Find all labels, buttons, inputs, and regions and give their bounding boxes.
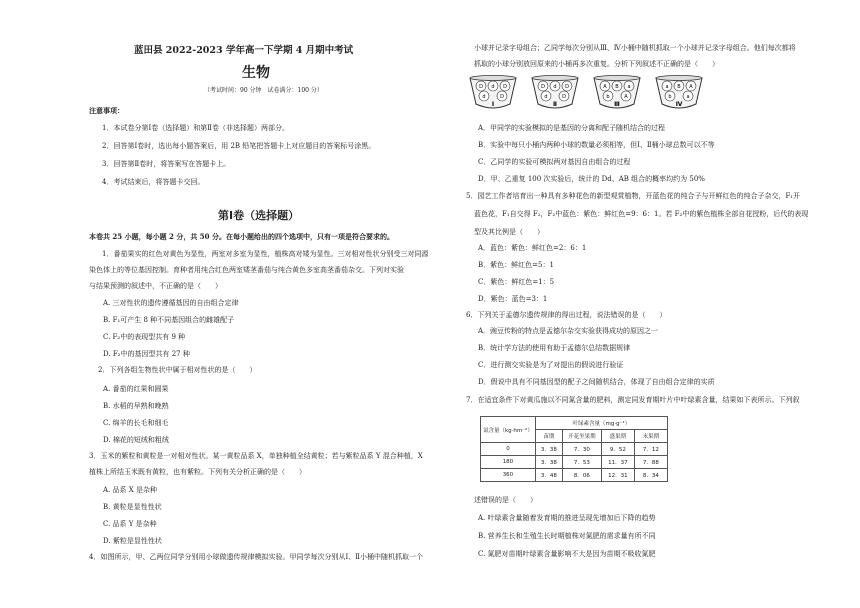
table-cell: 7．53	[562, 456, 601, 469]
q2-option: A. 番茄的红果和圆果	[103, 385, 169, 393]
table-cell: 7．88	[634, 456, 667, 469]
q2-option: B. 水稻的早熟和晚熟	[103, 402, 169, 410]
q2-stem: 2．下列各组生物性状中属于相对性状的是（ ）	[98, 366, 257, 374]
note-item: 1．本试卷分第Ⅰ卷（选择题）和第Ⅱ卷（非选择题）两部分。	[102, 124, 289, 132]
q6-stem: 6．下列关于孟德尔遗传规律的得出过程，说法错误的是（ ）	[466, 311, 667, 319]
q3-stem-line: 3．玉米的紫粒和黄粒是一对相对性状。某一黄粒品系 X，单独种植全结黄粒；若与紫粒品系 Y 混合种植，X	[89, 452, 423, 460]
q7-stem-tail: 述错误的是（ ）	[474, 496, 537, 504]
q5-option: D．紫色：蓝色=3：1	[478, 295, 548, 303]
bucket-1	[470, 76, 516, 109]
ball-label: b	[668, 94, 672, 100]
q1-stem-line: 1．番茄果实的红色对黄色为显性，两室对多室为显性，植株高对矮为显性。三对相对性状分别受三对同源	[102, 250, 429, 258]
table-cell: 8．06	[562, 469, 601, 482]
q1-option: A. 三对性状的遗传遵循基因的自由组合定律	[103, 299, 239, 307]
bucket-roman: Ⅱ	[553, 101, 557, 108]
ball-label: B	[677, 84, 681, 90]
ball-label: D	[565, 84, 569, 90]
q4-stem-line: 4．如图所示，甲、乙两位同学分别用小球做遗传规律模拟实验。甲同学每次分别从Ⅰ、Ⅱ小桶中随机抓取一个	[89, 553, 423, 561]
ball-label: d	[491, 84, 495, 90]
q2-option: C. 绵羊的长毛和细毛	[103, 419, 169, 427]
q5-option: A．蓝色：紫色：鲜红色=2：6：1	[478, 244, 587, 252]
bucket-figure	[468, 74, 728, 114]
ball-label: D	[541, 84, 545, 90]
q1-option: C. F₂中的表现型共有 9 种	[103, 333, 186, 341]
q1-stem-line: 与结果预测的叙述中，不正确的是（ ）	[89, 282, 222, 290]
table-cell: 180	[481, 456, 536, 469]
q6-option: C．进行测交实验是为了对提出的假说进行验证	[478, 361, 624, 369]
table-cell: 0	[481, 443, 536, 456]
q1-option: D. F₂中的基因型共有 27 种	[103, 350, 190, 358]
q4-option: A．甲同学的实验模拟的是基因的分离和配子随机结合的过程	[478, 124, 666, 132]
table-header: 末果期	[634, 430, 667, 443]
q3-stem-line: 植株上所结玉米既有黄粒，也有紫粒。下列有关分析正确的是（ ）	[89, 468, 306, 476]
q7-option: A. 叶绿素含量随着发育期的推进呈现先增加后下降的趋势	[478, 514, 656, 522]
bucket-roman: Ⅰ	[491, 101, 495, 108]
ball-label: D	[479, 84, 483, 90]
bucket-2	[532, 76, 578, 109]
table-cell: 8．34	[634, 469, 667, 482]
ball-label: a	[686, 94, 690, 100]
table-cell: 3．38	[535, 443, 562, 456]
q1-stem-line: 染色体上的等位基因控制。育种者用纯合红色两室矮茎番茄与纯合黄色多室高茎番茄杂交。下列对实验	[89, 266, 404, 274]
q5-stem-line: 5．园艺工作者培育出一种具有多种花色的新型观赏植物，开蓝色花的纯合子与开鲜红色的纯合子杂交，F₁开	[466, 192, 801, 200]
exam-title: 蓝田县 2022-2023 学年高一下学期 4 月期中考试	[134, 45, 354, 56]
notes-heading: 注意事项：	[89, 106, 124, 115]
bucket-roman: Ⅳ	[675, 101, 683, 108]
ball-label: A	[624, 94, 628, 100]
bucket-3	[594, 76, 640, 109]
note-item: 3．回答第Ⅱ卷时，将答案写在答题卡上。	[102, 160, 231, 168]
table-cell: 3．38	[535, 456, 562, 469]
table-cell: 9．52	[601, 443, 634, 456]
ball-label: A	[603, 84, 607, 90]
q6-option: D．假说中具有不同基因型的配子之间随机结合，体现了自由组合定律的实质	[478, 378, 715, 386]
q3-option: D. 紫粒是显性性状	[103, 537, 162, 545]
table-header: 开花坐果期	[562, 430, 601, 443]
ball-label: D	[562, 94, 566, 100]
table-header: 盛果期	[601, 430, 634, 443]
q5-stem-line: 型及其比例是（ ）	[474, 228, 544, 236]
table-group-header: 叶绿素含量（mg·g⁻¹）	[535, 417, 667, 430]
subject-title: 生物	[242, 65, 270, 81]
q5-option: B．紫色：鲜红色=5：1	[478, 261, 554, 269]
bucket-4	[656, 76, 702, 109]
nitrogen-table-wrap	[480, 416, 668, 482]
table-cell: 3．48	[535, 469, 562, 482]
table-cell: 7．30	[562, 443, 601, 456]
q4-stem-line: 抓取的小球分别放回原来的小桶再多次重复。分析下列叙述不正确的是（ ）	[474, 60, 719, 68]
ball-label: B	[615, 84, 619, 90]
part1-instruction: 本卷共 25 小题，每小题 2 分，共 50 分。在每小题给出的四个选项中，只有一项是符合要求的。	[89, 232, 394, 241]
ball-label: D	[503, 84, 507, 90]
q7-stem: 7．在适宜条件下对黄瓜施以不同氮含量的肥料，测定同发育期叶片中叶绿素含量，结果如下表所示。下列叙	[466, 396, 800, 404]
q3-option: A. 品系 X 是杂种	[103, 486, 157, 494]
ball-label: D	[500, 94, 504, 100]
ball-label: b	[606, 94, 610, 100]
table-cell: 7．12	[634, 443, 667, 456]
table-cell: 360	[481, 469, 536, 482]
q3-option: C. 品系 Y 是杂种	[103, 520, 157, 528]
nitrogen-table	[480, 416, 668, 482]
exam-meta: （考试时间：90 分钟 试卷满分：100 分）	[204, 87, 323, 94]
q4-option: C．乙同学的实验可模拟两对基因自由组合的过程	[478, 158, 631, 166]
ball-label: A	[689, 84, 693, 90]
q2-option: D. 棉花的短绒和粗绒	[103, 436, 169, 444]
q3-option: B. 黄粒是显性性状	[103, 503, 162, 511]
note-item: 2．回答第Ⅰ卷时，选出每小题答案后，用 2B 铅笔把答题卡上对应题目的答案标号涂黑。	[102, 142, 376, 150]
table-cell: 11．37	[601, 456, 634, 469]
q4-option: B．实验中每只小桶内两种小球的数量必须相等，但Ⅰ、Ⅱ桶小球总数可以不等	[478, 141, 715, 149]
q6-option: A．豌豆传粉的特点是孟德尔杂交实验获得成功的原因之一	[478, 327, 659, 335]
q4-option: D．甲、乙重复 100 次实验后，统计的 Dd、AB 组合的概率均约为 50%	[478, 175, 705, 183]
ball-label: d	[544, 94, 548, 100]
table-row	[481, 456, 668, 469]
q5-option: C．紫色：鲜红色=1：5	[478, 278, 555, 286]
ball-label: a	[627, 84, 631, 90]
note-item: 4．考试结束后，将答题卡交回。	[102, 178, 205, 186]
ball-label: a	[665, 84, 669, 90]
table-row	[481, 469, 668, 482]
q7-option: C. 氮肥对苗期叶绿素含量影响不大是因为苗期不吸收氮肥	[478, 550, 656, 558]
table-header: 氮含量（kg·hm⁻²）	[481, 417, 536, 443]
table-row	[481, 443, 668, 456]
ball-label: d	[553, 84, 557, 90]
part1-title: 第Ⅰ卷（选择题）	[218, 209, 300, 222]
q4-stem-line: 小球并记录字母组合；乙同学每次分别从Ⅲ、Ⅳ小桶中随机抓取一个小球并记录字母组合。他们每次都将	[474, 44, 796, 52]
ball-label: d	[482, 94, 486, 100]
q1-option: B. F₁可产生 8 种不同基因组合的雌雄配子	[103, 316, 235, 324]
q7-option: B. 营养生长和生殖生长时期植株对氮肥的需求量有所不同	[478, 532, 656, 540]
q5-stem-line: 蓝色花，F₁自交得 F₂，F₂中蓝色：紫色：鲜红色=9：6：1。若 F₂中的紫色植株全部自花授粉，后代的表现	[474, 210, 809, 218]
table-header: 苗期	[535, 430, 562, 443]
table-cell: 12．31	[601, 469, 634, 482]
q6-option: B．统计学方法的使用有助于孟德尔总结数据规律	[478, 344, 631, 352]
bucket-roman: Ⅲ	[614, 101, 620, 108]
